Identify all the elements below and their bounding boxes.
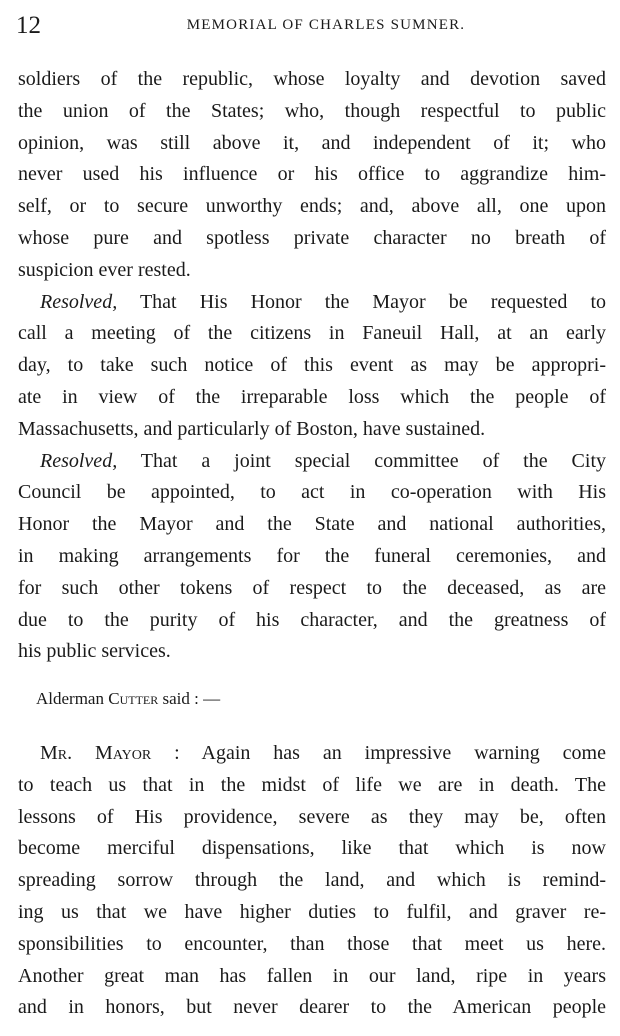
resolved-label: Resolved, <box>40 449 118 472</box>
text-line: never used his influence or his office to aggrandize him- <box>18 163 606 186</box>
page-number: 12 <box>16 12 41 39</box>
text-line: Council be appointed, to act in co-operation with His <box>18 481 606 504</box>
page-header <box>16 12 606 42</box>
resolved-label: Resolved, <box>40 290 118 313</box>
text-line: due to the purity of his character, and the greatness of <box>18 608 606 631</box>
text-line: ing us that we have higher duties to fulfil, and graver re- <box>18 900 606 923</box>
text-line: soldiers of the republic, whose loyalty and devotion saved <box>18 68 606 90</box>
text-line: call a meeting of the citizens in Faneuil Hall, at an early <box>18 322 606 345</box>
text-line: the union of the States; who, though respectful to public <box>18 99 606 122</box>
running-head: MEMORIAL OF CHARLES SUMNER. <box>186 17 466 33</box>
speech-first-line <box>18 738 606 770</box>
text-line: his public services. <box>18 640 171 663</box>
text-line: sponsibilities to encounter, than those that meet us here. <box>18 932 606 955</box>
speaker-name: Cutter <box>108 689 159 708</box>
text-line: opinion, was still above it, and independent of it; who <box>18 131 606 154</box>
paragraph-continuation <box>18 64 606 668</box>
text-line: day, to take such notice of this event as may be appropri- <box>18 354 606 377</box>
speech-address: Mr. Mayor : <box>40 742 180 764</box>
text-fragment: That His Honor the Mayor be requested to <box>139 290 606 313</box>
text-fragment: Again has an impressive warning come <box>201 742 606 764</box>
text-line: for such other tokens of respect to the deceased, as are <box>18 576 606 599</box>
text-line: become merciful dispensations, like that which is now <box>18 837 606 860</box>
text-line: Honor the Mayor and the State and national authorities, <box>18 513 606 536</box>
text-line: and in honors, but never dearer to the American people <box>18 996 606 1019</box>
speaker-prefix: Alderman <box>36 689 104 708</box>
text-line: ate in view of the irreparable loss which the people of <box>18 385 606 408</box>
resolution-first-line <box>18 287 606 319</box>
text-line: Another great man has fallen in our land, ripe in years <box>18 964 606 987</box>
text-line: to teach us that in the midst of life we are in death. The <box>18 773 606 796</box>
text-line: lessons of His providence, severe as they may be, often <box>18 805 606 828</box>
text-line: Massachusetts, and particularly of Boston, have sustained. <box>18 417 486 440</box>
text-line: in making arrangements for the funeral ceremonies, and <box>18 544 606 567</box>
text-line: spreading sorrow through the land, and which is remind- <box>18 869 606 892</box>
text-line: self, or to secure unworthy ends; and, above all, one upon <box>18 195 606 218</box>
text-line: suspicion ever rested. <box>18 258 191 281</box>
resolution-first-line <box>18 446 606 478</box>
text-fragment: That a joint special committee of the City <box>140 449 606 472</box>
speech-paragraph <box>18 738 606 1024</box>
speaker-attribution <box>36 689 220 709</box>
speaker-suffix: said : — <box>162 689 221 708</box>
text-line: whose pure and spotless private character no breath of <box>18 226 606 249</box>
